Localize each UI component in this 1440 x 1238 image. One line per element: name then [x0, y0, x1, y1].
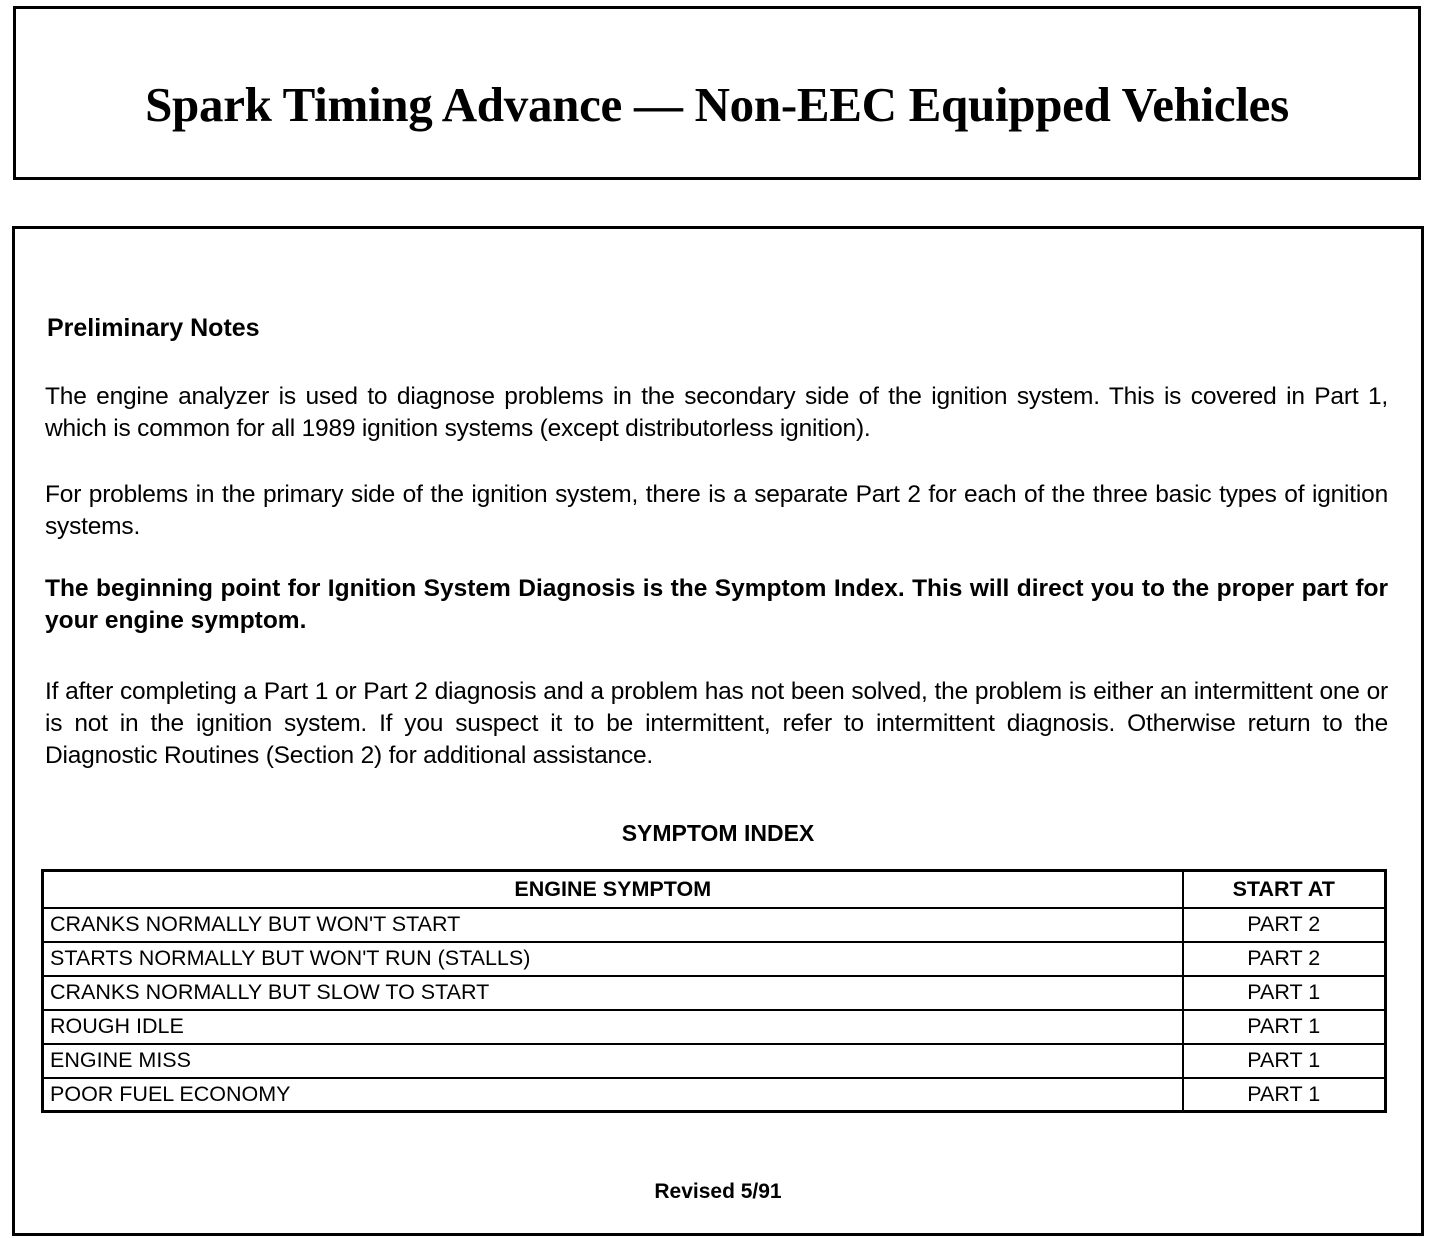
- symptom-index-title: SYMPTOM INDEX: [621, 820, 815, 846]
- symptom-index-table: [41, 869, 1387, 1113]
- start-at-cell: PART 1: [1183, 1044, 1386, 1078]
- symptom-cell: ROUGH IDLE: [43, 1010, 1183, 1044]
- table-row: [43, 976, 1386, 1010]
- page-title: Spark Timing Advance — Non-EEC Equipped Vehicles: [145, 77, 1289, 132]
- table-row: [43, 1078, 1386, 1112]
- preliminary-notes-heading: Preliminary Notes: [47, 314, 260, 342]
- note-paragraph-2: For problems in the primary side of the ignition system, there is a separate Part 2 for each of the three basic types of ignition systems.: [45, 481, 1388, 540]
- start-at-cell: PART 1: [1183, 1078, 1386, 1112]
- column-header-start-at: START AT: [1183, 871, 1386, 908]
- main-content-box: [12, 226, 1424, 1236]
- revision-footer: Revised 5/91: [654, 1180, 782, 1203]
- note-paragraph-3-emphasis: The beginning point for Ignition System Diagnosis is the Symptom Index. This will direct you to the proper part for your engine symptom.: [45, 575, 1388, 634]
- table-row: [43, 908, 1386, 942]
- symptom-cell: POOR FUEL ECONOMY: [43, 1078, 1183, 1112]
- note-paragraph-4: If after completing a Part 1 or Part 2 diagnosis and a problem has not been solved, the problem is either an intermittent one or is not in the ignition system. If you suspect it to be intermittent, refer to intermittent diagnosis. Otherwise return to the Diagnostic Routines (Section 2) for additional assistance.: [45, 678, 1388, 769]
- start-at-cell: PART 1: [1183, 1010, 1386, 1044]
- table-header-row: [43, 871, 1386, 908]
- table-row: [43, 1044, 1386, 1078]
- symptom-cell: STARTS NORMALLY BUT WON'T RUN (STALLS): [43, 942, 1183, 976]
- table-row: [43, 1010, 1386, 1044]
- start-at-cell: PART 2: [1183, 942, 1386, 976]
- column-header-engine-symptom: ENGINE SYMPTOM: [43, 871, 1183, 908]
- symptom-cell: CRANKS NORMALLY BUT WON'T START: [43, 908, 1183, 942]
- symptom-cell: CRANKS NORMALLY BUT SLOW TO START: [43, 976, 1183, 1010]
- note-paragraph-1: The engine analyzer is used to diagnose problems in the secondary side of the ignition system. This is covered in Part 1, which is common for all 1989 ignition systems (except distributorless ignition).: [45, 383, 1388, 442]
- title-box: [13, 6, 1421, 180]
- start-at-cell: PART 2: [1183, 908, 1386, 942]
- start-at-cell: PART 1: [1183, 976, 1386, 1010]
- symptom-cell: ENGINE MISS: [43, 1044, 1183, 1078]
- table-row: [43, 942, 1386, 976]
